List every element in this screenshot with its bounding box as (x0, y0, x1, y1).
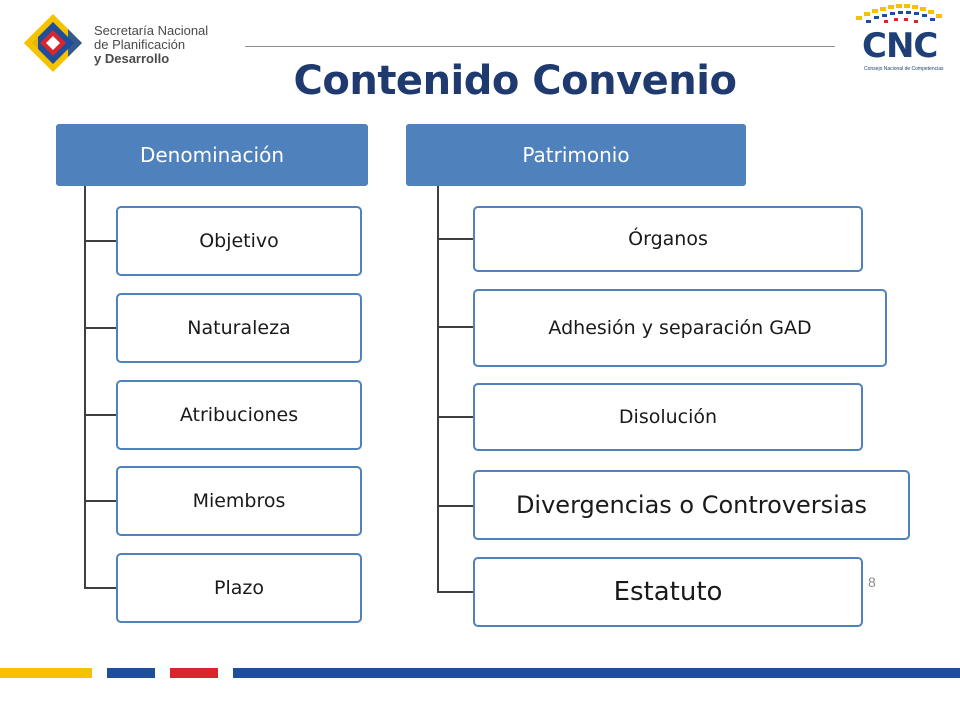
left-column-head: Denominación (56, 124, 368, 186)
left-connector-branch (84, 500, 116, 502)
right-item-organos: Órganos (473, 206, 863, 272)
page-title: Contenido Convenio (293, 58, 737, 104)
right-connector-branch (437, 416, 473, 418)
footer-bar-blue-long (233, 668, 960, 678)
left-connector-branch (84, 240, 116, 242)
footer-bar-yellow (0, 668, 92, 678)
left-connector-branch (84, 327, 116, 329)
left-item-miembros: Miembros (116, 466, 362, 536)
org-name-line3: y Desarrollo (94, 51, 170, 66)
org-name-line1: Secretaría Nacional (94, 23, 209, 38)
footer-bar-red (170, 668, 218, 678)
cnc-logo-text: CNC (862, 26, 938, 66)
right-connector-branch (437, 238, 473, 240)
left-connector-branch (84, 414, 116, 416)
right-connector-trunk (437, 186, 439, 593)
right-connector-branch (437, 591, 473, 593)
right-item-estatuto: Estatuto (473, 557, 863, 627)
right-item-divergencias: Divergencias o Controversias (473, 470, 910, 540)
right-connector-branch (437, 326, 473, 328)
left-connector-trunk (84, 186, 86, 589)
right-connector-branch (437, 505, 473, 507)
left-item-plazo: Plazo (116, 553, 362, 623)
left-item-objetivo: Objetivo (116, 206, 362, 276)
right-item-disolucion: Disolución (473, 383, 863, 451)
cnc-logo-subtitle: Consejo Nacional de Competencias (864, 66, 944, 72)
org-name-line2: de Planificación (94, 37, 186, 52)
left-connector-branch (84, 587, 116, 589)
left-item-atribuciones: Atribuciones (116, 380, 362, 450)
left-item-naturaleza: Naturaleza (116, 293, 362, 363)
footer-bar-blue-short (107, 668, 155, 678)
slide-number: 8 (868, 574, 876, 590)
right-item-adhesion: Adhesión y separación GAD (473, 289, 887, 367)
header-divider (245, 46, 835, 47)
right-column-head: Patrimonio (406, 124, 746, 186)
